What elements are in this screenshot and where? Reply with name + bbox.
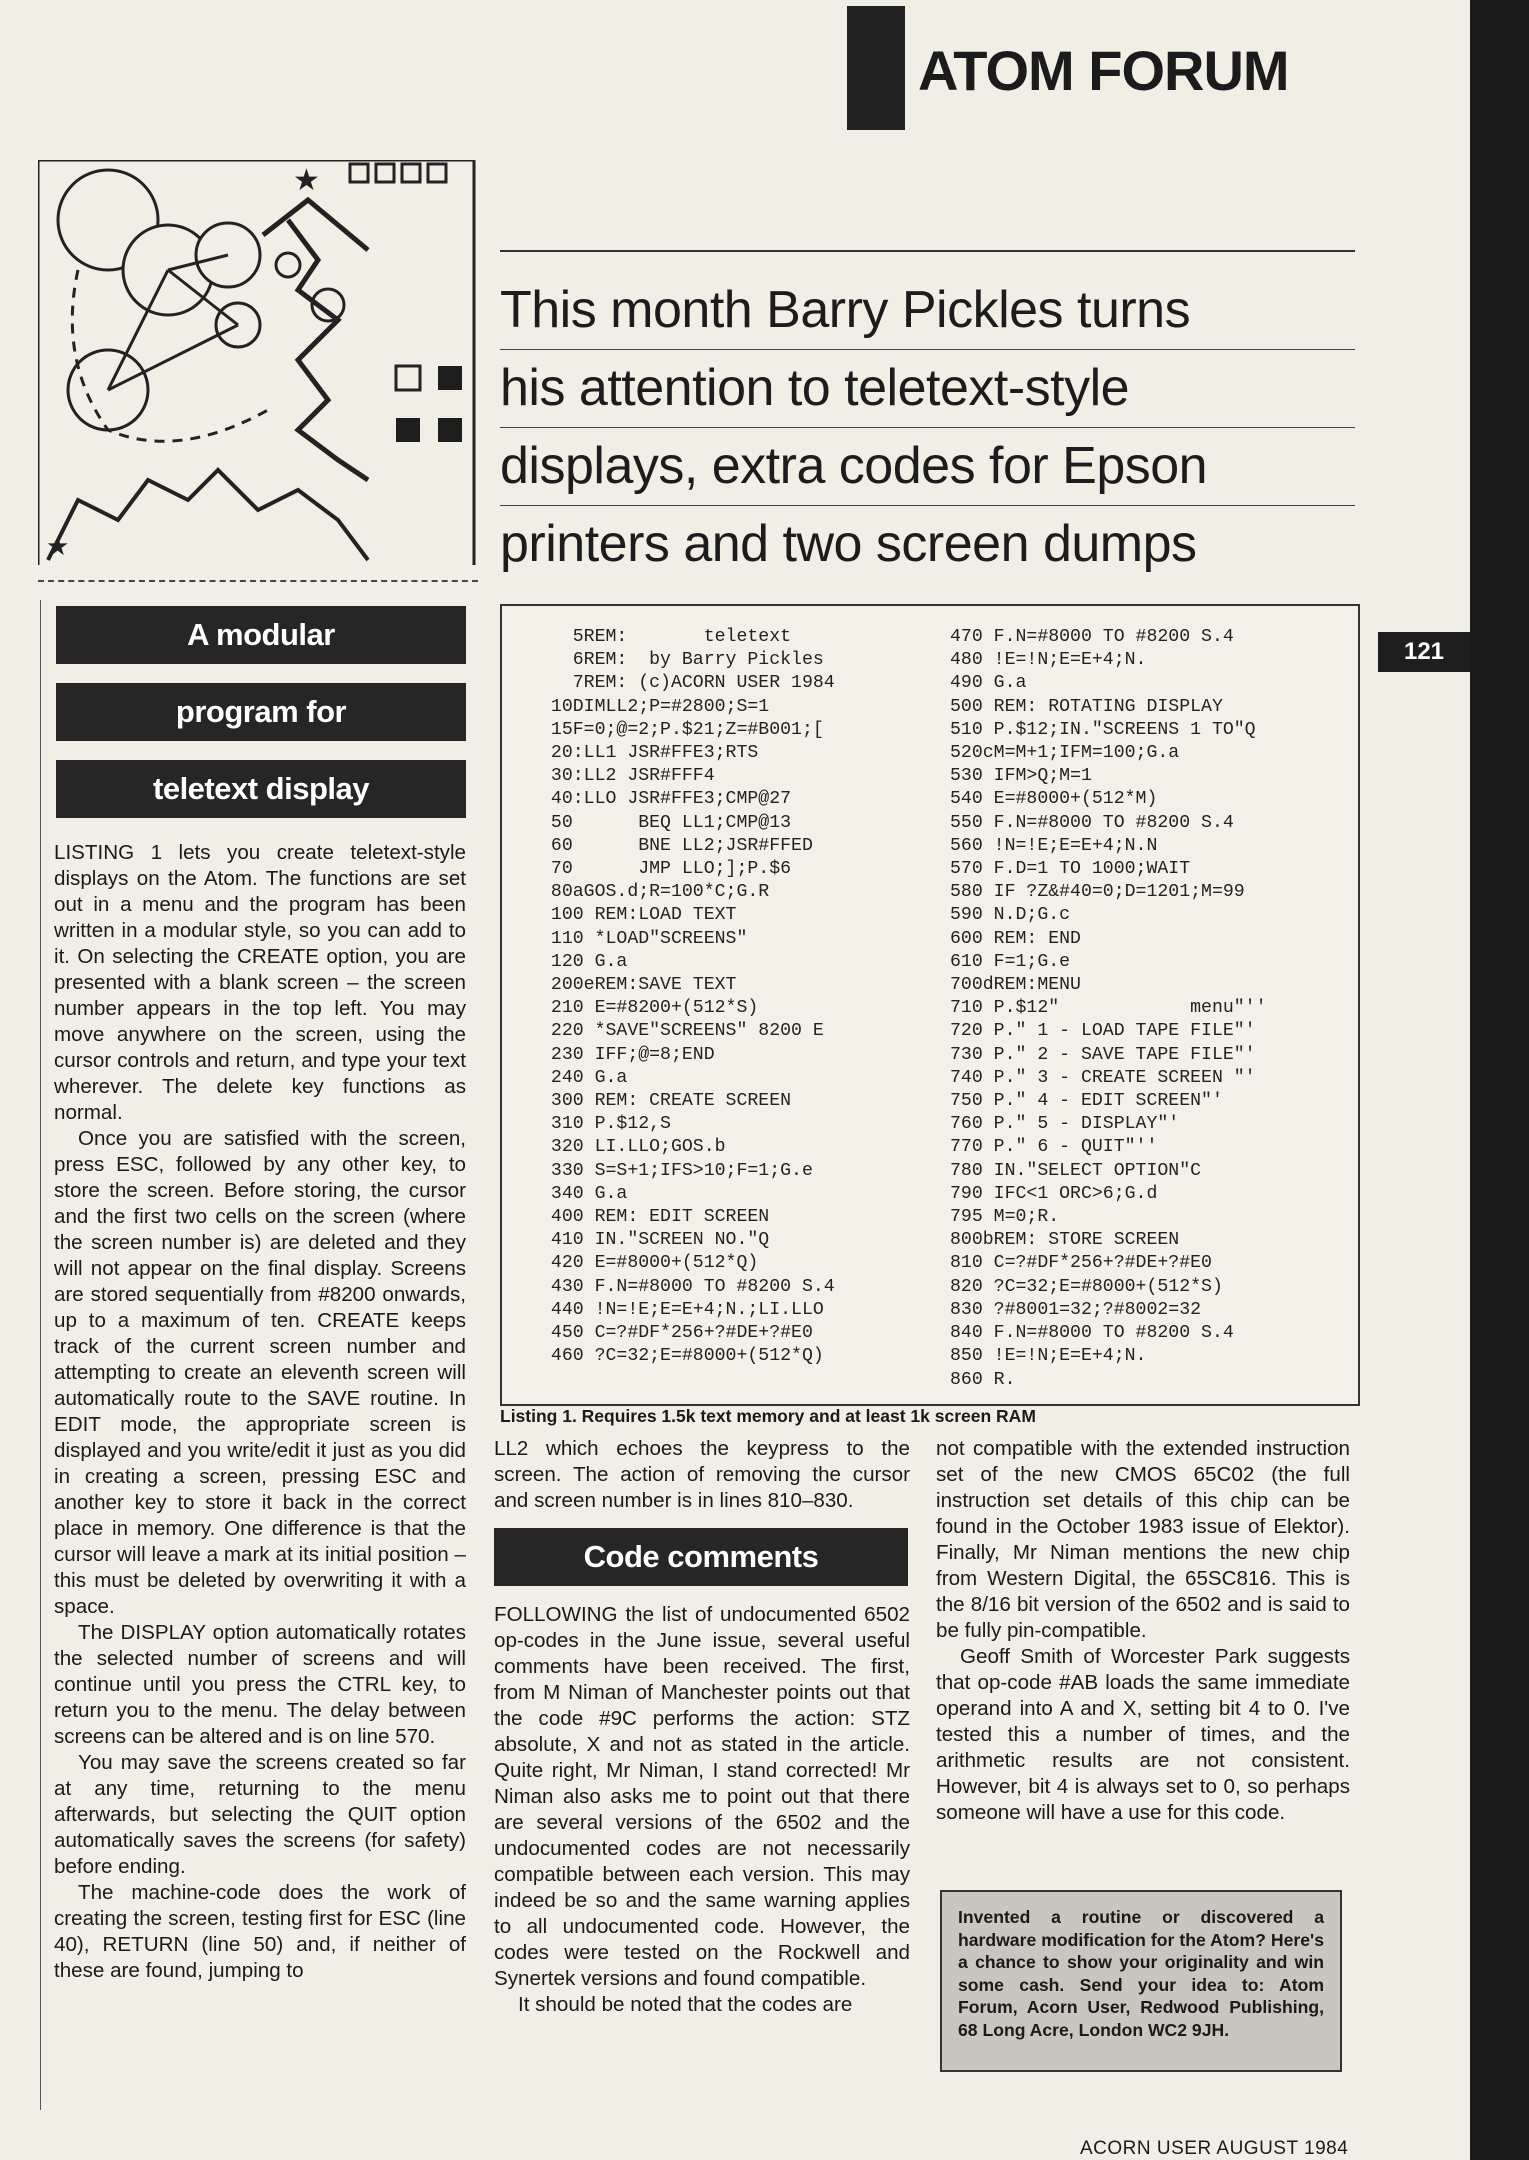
article-heading: teletext display [56,760,466,818]
code-line: 800bREM: STORE SCREEN [950,1230,1180,1251]
code-line: 210 E=#8200+(512*S) [540,998,759,1019]
code-line: 240 G.a [540,1067,628,1088]
code-line: 760 P." 5 - DISPLAY"' [950,1114,1180,1135]
article-body-column-3 [936,1436,1350,1826]
space-illustration [38,160,478,565]
code-line: 110 *LOAD"SCREENS" [540,928,748,949]
code-line: 7REM: (c)ACORN USER 1984 [540,673,835,694]
code-line: 6REM: by Barry Pickles [540,650,824,671]
program-listing [500,604,1360,1406]
paragraph: LISTING 1 lets you create teletext-style displays on the Atom. The functions are set out in a menu and the program has been written in a modular style, so you can add to it. On selecting the CREATE option, you are presented with a blank screen – the screen number appears in the top left. You may move anywhere on the screen, using the cursor controls and return, and type your text wherever. The delete key functions as normal. [54,841,466,1124]
standfirst-line: his attention to teletext-style [500,350,1355,428]
standfirst-line: This month Barry Pickles turns [500,272,1355,350]
code-line: 5REM: teletext [540,627,792,647]
code-line: 80aGOS.d;R=100*C;G.R [540,882,770,903]
code-line: 610 F=1;G.e [950,951,1071,972]
code-line: 590 N.D;G.c [950,905,1071,926]
code-line: 300 REM: CREATE SCREEN [540,1091,792,1112]
paragraph: It should be noted that the codes are [518,1993,853,2016]
svg-text:★: ★ [46,531,70,561]
code-line: 400 REM: EDIT SCREEN [540,1207,770,1228]
column-rule [40,600,41,2110]
code-line: 770 P." 6 - QUIT"'' [950,1137,1158,1158]
code-line: 795 M=0;R. [950,1207,1060,1228]
code-line: 50 BEQ LL1;CMP@13 [540,812,792,833]
section-title: ATOM FORUM [918,39,1289,102]
code-line: 480 !E=!N;E=E+4;N. [950,650,1147,671]
standfirst-rule [500,250,1355,252]
code-line: 15F=0;@=2;P.$21;Z=#B001;[ [540,719,824,740]
code-line: 730 P." 2 - SAVE TAPE FILE"' [950,1044,1256,1065]
code-line: 40:LLO JSR#FFE3;CMP@27 [540,789,792,810]
code-line: 500 REM: ROTATING DISPLAY [950,696,1223,717]
code-line: 10DIMLL2;P=#2800;S=1 [540,696,770,717]
code-line: 430 F.N=#8000 TO #8200 S.4 [540,1276,835,1297]
article-heading: A modular [56,606,466,664]
footer-issue: ACORN USER AUGUST 1984 [1080,2138,1349,2159]
listing-right-column [950,626,1267,1392]
code-line: 20:LL1 JSR#FFE3;RTS [540,743,759,764]
code-line: 700dREM:MENU [950,975,1081,996]
paragraph: FOLLOWING the list of undocumented 6502 op-codes in the June issue, several useful comments have been received. The first, from M Niman of Manchester points out that the code #9C performs the action: STZ absolute, X and not as stated in the article. Quite right, Mr Niman, I stand corrected! Mr Niman also asks me to point out that there are several versions of the 6502 and the undocumented codes are not necessarily compatible between each version. This may indeed be so and the same warning applies to all undocumented code. However, the codes were tested on the Rockwell and Synertek versions and found compatible. [494,1603,910,1990]
code-line: 850 !E=!N;E=E+4;N. [950,1346,1147,1367]
code-line: 420 E=#8000+(512*Q) [540,1253,759,1274]
code-line: 440 !N=!E;E=E+4;N.;LI.LLO [540,1299,824,1320]
page-number: 121 [1378,632,1470,672]
code-line: 580 IF ?Z&#40=0;D=1201;M=99 [950,882,1245,903]
code-line: 330 S=S+1;IFS>10;F=1;G.e [540,1160,813,1181]
code-line: 540 E=#8000+(512*M) [950,789,1158,810]
code-line: 410 IN."SCREEN NO."Q [540,1230,770,1251]
page-edge-shadow [1470,0,1529,2160]
code-line: 840 F.N=#8000 TO #8200 S.4 [950,1323,1234,1344]
contributions-box: Invented a routine or discovered a hardware modification for the Atom? Here's a chance to show your originality and win some cash. Send your idea to: Atom Forum, Acorn User, Redwood Publishing, 68 Long Acre, London WC2 9JH. [940,1890,1342,2072]
code-line: 200eREM:SAVE TEXT [540,975,737,996]
standfirst [500,250,1355,583]
code-line: 560 !N=!E;E=E+4;N.N [950,835,1158,856]
section-marker-bar [847,6,905,130]
paragraph: You may save the screens created so far at any time, returning to the menu afterwards, but selecting the QUIT option automatically saves the screens (for safety) before ending. [54,1751,466,1878]
paragraph: Geoff Smith of Worcester Park suggests that op-code #AB loads the same immediate operand into A and X, setting bit 4 to 0. I've tested this a number of times, and the arithmetic results are not consistent. However, bit 4 is always set to 0, so perhaps someone will have a use for this code. [936,1645,1350,1824]
code-line: 570 F.D=1 TO 1000;WAIT [950,859,1191,880]
standfirst-line: printers and two screen dumps [500,515,1197,573]
paragraph: Once you are satisfied with the screen, press ESC, followed by any other key, to store the screen. Before storing, the cursor and the first two cells on the screen (where the screen number is) are deleted and they will not appear on the final display. Screens are stored sequentially from #8200 onwards, up to a maximum of ten. CREATE keeps track of the current screen number and attempting to create an eleventh screen will automatically route to the SAVE routine. In EDIT mode, the appropriate screen is displayed and you write/edit it just as you did in creating a screen, pressing ESC and another key to store it back in the correct place in memory. One difference is that the cursor will leave a mark at its initial position – this must be deleted by overwriting it with a space. [54,1127,466,1618]
code-line: 810 C=?#DF*256+?#DE+?#E0 [950,1253,1212,1274]
code-line: 450 C=?#DF*256+?#DE+?#E0 [540,1323,813,1344]
code-line: 310 P.$12,S [540,1114,671,1135]
code-line: 780 IN."SELECT OPTION"C [950,1160,1202,1181]
article-heading: Code comments [494,1528,908,1586]
code-line: 520cM=M+1;IFM=100;G.a [950,743,1180,764]
code-line: 220 *SAVE"SCREENS" 8200 E [540,1021,824,1042]
code-line: 860 R. [950,1369,1016,1390]
code-line: 100 REM:LOAD TEXT [540,905,737,926]
code-line: 120 G.a [540,951,628,972]
standfirst-line: displays, extra codes for Epson [500,428,1355,506]
code-line: 30:LL2 JSR#FFF4 [540,766,715,787]
code-line: 820 ?C=32;E=#8000+(512*S) [950,1276,1223,1297]
illustration-dashed-rule [38,580,478,582]
code-line: 830 ?#8001=32;?#8002=32 [950,1299,1202,1320]
code-line: 490 G.a [950,673,1027,694]
code-line: 550 F.N=#8000 TO #8200 S.4 [950,812,1234,833]
article-body-column-2 [494,1436,910,2018]
paragraph: The DISPLAY option automatically rotates the selected number of screens and will continue until you press the CTRL key, to return you to the menu. The delay between screens can be altered and is on line 570. [54,1621,466,1748]
code-line: 470 F.N=#8000 TO #8200 S.4 [950,627,1234,647]
listing-caption: Listing 1. Requires 1.5k text memory and at least 1k screen RAM [500,1406,1036,1426]
code-line: 320 LI.LLO;GOS.b [540,1137,726,1158]
paragraph: The machine-code does the work of creating the screen, testing first for ESC (line 40), RETURN (line 50) and, if neither of these are found, jumping to [54,1881,466,1982]
paragraph: not compatible with the extended instruction set of the new CMOS 65C02 (the full instruction set details of this chip can be found in the October 1983 issue of Elektor). Finally, Mr Niman mentions the new chip from Western Digital, the 65SC816. This is the 8/16 bit version of the 6502 and is said to be fully pin-compatible. [936,1437,1350,1642]
code-line: 740 P." 3 - CREATE SCREEN "' [950,1067,1256,1088]
code-line: 230 IFF;@=8;END [540,1044,715,1065]
code-line: 790 IFC<1 ORC>6;G.d [950,1183,1158,1204]
code-line: 530 IFM>Q;M=1 [950,766,1092,787]
article-body-column-1 [54,840,466,1984]
article-heading: program for [56,683,466,741]
listing-left-column [540,626,835,1369]
code-line: 510 P.$12;IN."SCREENS 1 TO"Q [950,719,1256,740]
code-line: 340 G.a [540,1183,628,1204]
code-line: 460 ?C=32;E=#8000+(512*Q) [540,1346,824,1367]
code-line: 710 P.$12" menu"'' [950,998,1267,1019]
code-line: 600 REM: END [950,928,1081,949]
code-line: 70 JMP LLO;];P.$6 [540,859,792,880]
code-line: 60 BNE LL2;JSR#FFED [540,835,813,856]
paragraph: LL2 which echoes the keypress to the screen. The action of removing the cursor and screen number is in lines 810–830. [494,1437,910,1512]
svg-text:★: ★ [293,164,320,197]
code-line: 720 P." 1 - LOAD TAPE FILE"' [950,1021,1256,1042]
code-line: 750 P." 4 - EDIT SCREEN"' [950,1091,1223,1112]
